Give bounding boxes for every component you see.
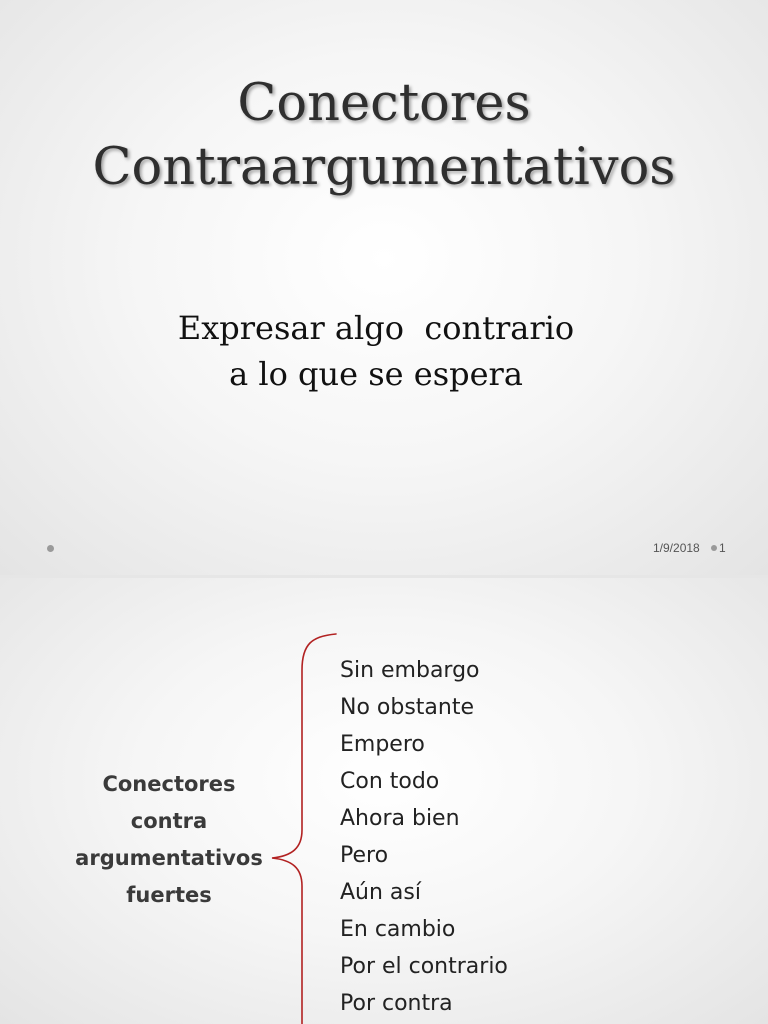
footer-page-number: 1 (719, 541, 726, 555)
category-line: fuertes (126, 883, 212, 907)
category-line: argumentativos (75, 846, 263, 870)
bullet-dot-icon (47, 545, 54, 552)
subtitle-line-1: Expresar algo contrario (177, 309, 575, 347)
connector-item: Pero (340, 843, 389, 868)
connector-item: No obstante (340, 695, 475, 720)
footer-dot-icon (711, 545, 717, 551)
title-line-2: Contraargumentativos (92, 138, 676, 197)
curly-brace-icon (266, 630, 338, 1024)
footer-date: 1/9/2018 (653, 541, 700, 555)
slide-2 (0, 578, 768, 1024)
slide-title (0, 72, 768, 200)
connector-list (340, 652, 508, 1022)
connector-item: Con todo (340, 769, 440, 794)
connector-item: Empero (340, 732, 425, 757)
connector-item: Por contra (340, 991, 453, 1016)
category-line: Conectores (102, 772, 236, 796)
slide-subtitle (0, 305, 752, 397)
connector-category-label (58, 766, 280, 914)
connector-item: Por el contrario (340, 954, 508, 979)
connector-item: En cambio (340, 917, 456, 942)
connector-item: Aún así (340, 880, 421, 905)
connector-item: Sin embargo (340, 658, 480, 683)
category-line: contra (130, 809, 208, 833)
subtitle-line-2: a lo que se espera (229, 355, 523, 393)
connector-item: Ahora bien (340, 806, 460, 831)
title-line-1: Conectores (237, 74, 531, 133)
